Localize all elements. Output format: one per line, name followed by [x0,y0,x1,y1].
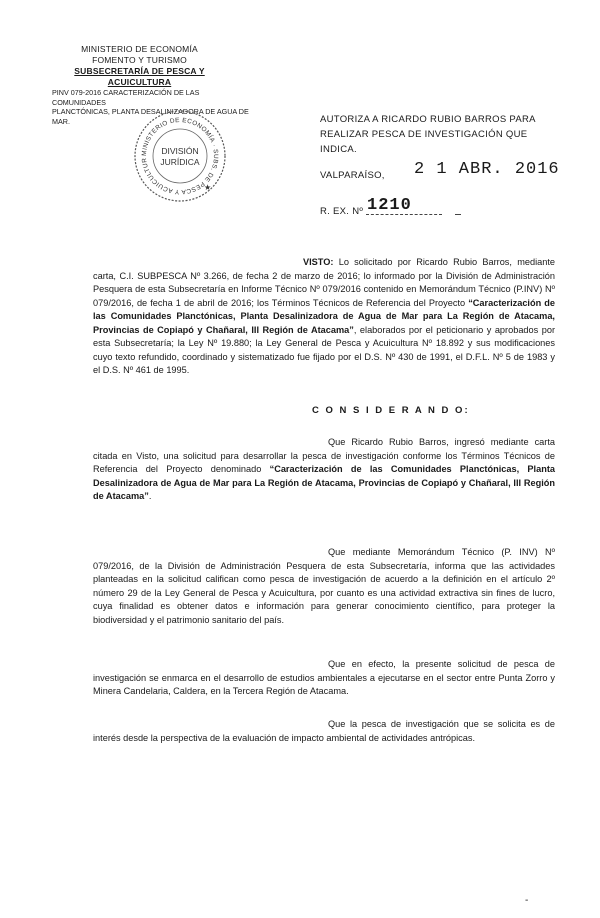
considerando-paragraph-3: Que en efecto, la presente solicitud de pesca de investigación se enmarca en el desarrollo de estudios ambientales a ejecutarse en el sector entre Punta Zorro y Minera Candelaria, Caldera, en la Tercera Región de Atacama. [93,659,555,696]
seal-center-line-1: DIVISIÓN [161,146,199,156]
seal-graphic [132,108,228,204]
visto-project-title: “Caracterización de las Comunidades Planctónicas, Planta Desalinizadora de Agua de Mar para La Región de Atacama, Provincias de Copiapó y Chañaral, III Región de Atacama” [93,297,556,335]
para2-text-b: . [148,491,152,501]
considerando-paragraph-1 [93,436,555,504]
para2-text-a: Que Ricardo Rubio Barros, ingresó mediante carta citada en Visto, una solicitud para desarrollar la pesca de investigación conforme los Términos Técnicos de Referencia del Proyecto denominado [93,437,555,474]
letterhead-ministry-sub: FOMENTO Y TURISMO [92,55,187,65]
footer-mark: - [525,895,529,906]
visto-paragraph [93,256,555,378]
date-stamp: 2 1 ABR. 2016 [414,160,560,179]
subject-line-1: AUTORIZA A RICARDO RUBIO BARROS PARA [320,114,536,125]
considerando-paragraph-4: Que la pesca de investigación que se solicita es de interés desde la perspectiva de la evaluación de impacto ambiental de actividades antrópicas. [93,719,555,743]
letterhead-reference-1: PINV 079-2016 CARACTERIZACIÓN DE LAS COMUNIDADES [52,88,200,107]
resolution-number-dash [455,214,461,215]
seal-ring-text: MINISTERIO DE ECONOMÍA · SUBS. DE PESCA Y ACUICULTUR [140,116,220,196]
division-juridica-seal [132,108,228,204]
considerando-paragraph-2: Que mediante Memorándum Técnico (P. INV) Nº 079/2016, de la División de Administración Pesquera de esta Subsecretaría, informa que las actividades planteadas en la solicitud califican como pesca de investigación de acuerdo a la definición en el artículo 2º número 29 de la Ley General de Pesca y Acuicultura, por cuanto es una actividad extractiva sin fines de lucro, cuya finalidad es obtener datos e información para generar conocimiento científico, para proteger la biodiversidad y el patrimonio sanitario del país. [93,547,555,625]
visto-text-b: , elaborados por el peticionario y aprobados por esta Subsecretaría; la Ley Nº 19.880; la Ley General de Pesca y Acuicultura Nº 18.892 y sus modificaciones cuyo texto refundido, coordinado y sistematizado fue fijado por el D.S. Nº 430 de 1991, el D.F.L. Nº 5 de 1983 y el D.S. Nº 461 de 1995. [93,324,556,375]
visto-lead: VISTO: [303,257,334,267]
seal-center-line-2: JURÍDICA [160,157,200,167]
letterhead-ministry: MINISTERIO DE ECONOMÍA [81,44,198,54]
considerando-heading: C O N S I D E R A N D O: [312,405,470,416]
letterhead-undersecretariat: SUBSECRETARÍA DE PESCA Y ACUICULTURA [74,66,205,87]
letterhead-reference-2: PLANCTÓNICAS, PLANTA DESALINIZADORA DE AGUA DE MAR. [52,107,249,126]
resolution-number-underline [366,214,442,215]
resolution-label: R. EX. Nº [320,206,364,217]
place-label: VALPARAÍSO, [320,170,385,181]
seal-star-icon: ★ [204,183,212,192]
subject-heading [320,112,560,157]
para2-project-title: “Caracterización de las Comunidades Planctónicas, Planta Desalinizadora de Agua de Mar para La Región de Atacama, Provincias de Copiapó y Chañaral, III Región de Atacama” [93,464,555,501]
visto-text-a: Lo solicitado por Ricardo Rubio Barros, mediante carta, C.I. SUBPESCA Nº 3.266, de fecha 2 de marzo de 2016; lo informado por la División de Administración Pesquera de esta Subsecretaría en Informe Técnico Nº 079/2016 contenido en Memorándum Técnico (P.INV) Nº 079/2016, de fecha 1 de abril de 2016; los Términos Técnicos de Referencia del Proyecto [93,257,555,308]
subject-line-2: REALIZAR PESCA DE INVESTIGACIÓN QUE INDICA. [320,129,528,155]
resolution-number: 1210 [367,196,412,215]
